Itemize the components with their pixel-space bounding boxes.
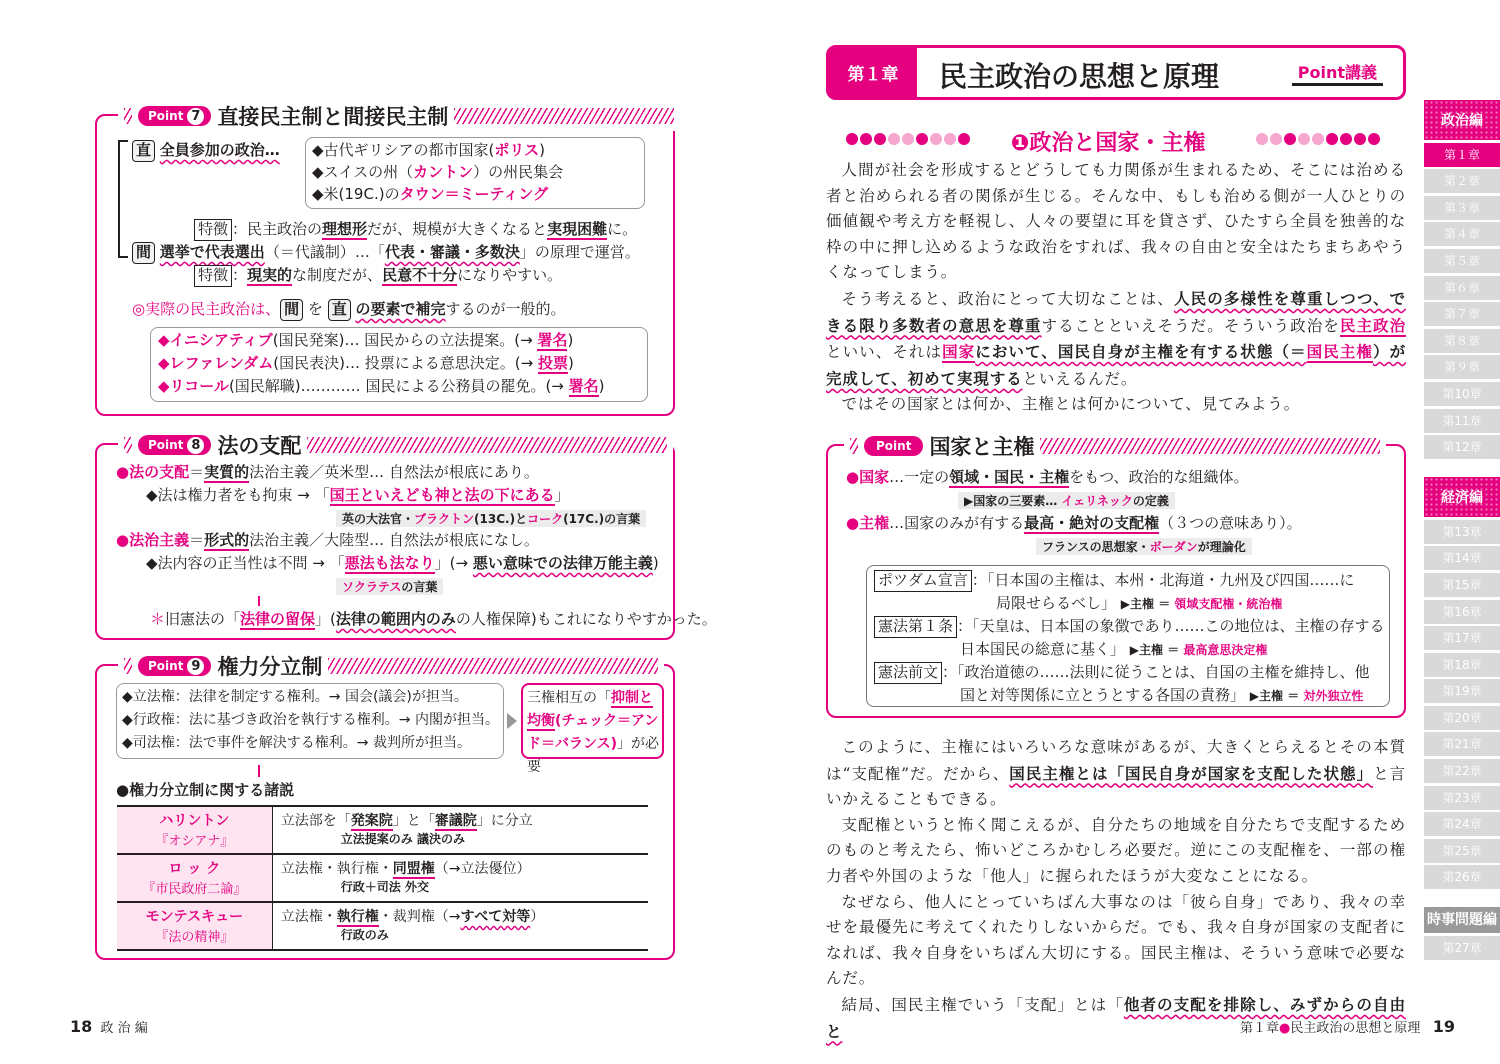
sidebar-item-ch27[interactable]: 第27章	[1424, 936, 1500, 960]
left-folio: 18 政 治 編	[70, 1017, 148, 1036]
point7-title: 直接民主制と間接民主制	[217, 105, 449, 129]
paragraph-4: このように、主権にはいろいろな意味があるが、大きくとらえるとその本質は“支配権”だ。だから、国民主権とは「国民自身が国家を支配した状態」と言いかえることもできる。	[826, 738, 1406, 809]
right-folio: 第１章●民主政治の思想と原理 19	[1240, 1017, 1456, 1036]
body-intro	[826, 158, 1406, 418]
rule-by-law-line: ●法治主義＝形式的法治主義／大陸型… 自然法が根底になし。	[116, 531, 539, 549]
sidebar-section-economics[interactable]: 経済編	[1424, 477, 1500, 517]
quote-preamble-2: 国と対等関係に立とうとする各国の責務」 ▶主権 ＝ 対外独立性	[960, 686, 1364, 704]
indirect-line: 間 選挙で代表選出（＝代議制）…「代表・審議・多数決」の原理で運営。	[132, 242, 640, 264]
sidebar-item-ch26[interactable]: 第26章	[1424, 865, 1500, 889]
direct-example-3: ◆米(19C.)のタウン＝ミーティング	[312, 185, 549, 203]
sidebar-item-ch25[interactable]: 第25章	[1424, 839, 1500, 863]
sidebar-item-ch13[interactable]: 第13章	[1424, 520, 1500, 544]
state-sovereignty-header	[844, 431, 1386, 461]
sidebar-item-ch15[interactable]: 第15章	[1424, 573, 1500, 597]
sidebar-item-ch8[interactable]: 第８章	[1424, 329, 1500, 353]
method-referendum: ◆レファレンダム(国民表決)… 投票による意思決定。(→ 投票)	[158, 354, 574, 372]
sidebar-item-ch17[interactable]: 第17章	[1424, 626, 1500, 650]
sidebar-item-ch19[interactable]: 第19章	[1424, 679, 1500, 703]
kokka-line: ●国家…一定の領域・国民・主権をもつ、政治的な組織体。	[846, 468, 1249, 486]
rule-of-law-detail: ◆法は権力者をも拘束 → 「国王といえども神と法の下にある」	[146, 486, 570, 504]
point8-header	[118, 430, 673, 460]
quote-preamble: 憲法前文 ：「政治道徳の……法則に従うことは、自国の主権を維持し、他	[874, 662, 1370, 684]
power-judicial: ◆司法権：法で事件を解決する権利。→ 裁判所が担当。	[122, 735, 471, 751]
indirect-feature: 特徴 ：現実的な制度だが、民意不十分になりやすい。	[194, 265, 562, 287]
paragraph-5: 支配権というと怖く聞こえるが、自分たちの地域を自分たちで支配するためのものと考えたら、怖いどころかむしろ必要だ。逆にこの支配権を、一部の権力者や外国のような「他人」に握られたほうが大変なことになる。	[826, 815, 1406, 885]
rule-by-law-detail: ◆法内容の正当性は不問 → 「悪法も法なり」(→ 悪い意味での法律万能主義)	[146, 554, 659, 572]
arrow-right-icon	[507, 713, 517, 729]
sidebar-item-ch20[interactable]: 第20章	[1424, 706, 1500, 730]
sidebar-item-ch10[interactable]: 第10章	[1424, 382, 1500, 406]
sidebar-item-ch9[interactable]: 第９章	[1424, 355, 1500, 379]
table-row: ロ ッ ク 『市民政府二論』 立法権・執行権・同盟権（→立法優位） 行政＋司法 外交	[117, 854, 648, 902]
power-executive: ◆行政権：法に基づき政治を執行する権利。→ 内閣が担当。	[122, 712, 499, 728]
point8-badge: Point 8	[138, 435, 211, 455]
sidebar-item-ch2[interactable]: 第２章	[1424, 169, 1500, 193]
sidebar-item-ch18[interactable]: 第18章	[1424, 653, 1500, 677]
direct-label-line: 直 全員参加の政治…	[132, 140, 280, 162]
sidebar-item-ch5[interactable]: 第５章	[1424, 249, 1500, 273]
paragraph-3: ではその国家とは何か、主権とは何かについて、見てみよう。	[841, 395, 1301, 414]
power-legislative: ◆立法権：法律を制定する権利。→ 国会(議会)が担当。	[122, 689, 468, 705]
body-continued	[826, 735, 1406, 1045]
arrow-down-icon	[258, 765, 260, 777]
sidebar-item-ch1[interactable]: 第１章	[1424, 143, 1500, 167]
paragraph-1: 人間が社会を形成するとどうしても力関係が生まれるため、そこには治める者と治められる者の関係が生じる。そんな中、もしも治める側が一人ひとりの価値観や考え方を軽視し、人々の要望に耳を貸さず、ひたすら全員を独善的な枠の中に押し込めるような政治をすれば、我々の自由と安全はたちまちあやうくなってしまう。	[826, 161, 1406, 282]
method-recall: ◆リコール(国民解職)………… 国民による公務員の罷免。(→ 署名)	[158, 377, 605, 395]
old-constitution-line: ＊旧憲法の「法律の留保」(法律の範囲内のみの人権保障)もこれになりやすかった。	[150, 610, 717, 628]
point-box-title: 国家と主権	[929, 435, 1035, 459]
supplement-line: ◎実際の民主政治は、 間 を 直 の要素で補完するのが一般的。	[132, 299, 566, 321]
indirect-mark: 間	[132, 242, 155, 264]
lecture-tag: Point講義	[1292, 60, 1383, 86]
theories-heading: ●権力分立制に関する諸説	[116, 781, 295, 799]
chapter-header	[826, 45, 1406, 100]
sidebar-item-ch3[interactable]: 第３章	[1424, 196, 1500, 220]
direct-mark: 直	[132, 140, 155, 162]
shuken-caption: フランスの思想家・ボーダンが理論化	[1036, 538, 1252, 555]
paragraph-6: なぜなら、他人にとっていちばん大事なのは「彼ら自身」であり、我々の幸せを最優先に考えてくれたりしないからだ。でも、我々自身が国家の支配者になれば、我々自身をいちばん大切にする。国民主権は、そういう意味で必要なんだ。	[826, 892, 1406, 988]
sidebar-item-ch12[interactable]: 第12章	[1424, 435, 1500, 459]
sidebar-section-current-affairs[interactable]: 時事問題編	[1424, 907, 1500, 933]
sidebar-item-ch23[interactable]: 第23章	[1424, 786, 1500, 810]
paragraph-7: 結局、国民主権でいう「支配」とは「他者の支配を排除し、みずからの自由と	[826, 994, 1406, 1041]
sidebar-item-ch22[interactable]: 第22章	[1424, 759, 1500, 783]
rule-of-law-line: ●法の支配＝実質的法治主義／英米型… 自然法が根底にあり。	[116, 463, 539, 481]
direct-feature: 特徴 ：民主政治の理想形だが、規模が大きくなると実現困難に。	[194, 219, 637, 241]
point9-header	[118, 651, 664, 681]
point-badge: Point	[864, 436, 923, 456]
sidebar-item-ch4[interactable]: 第４章	[1424, 222, 1500, 246]
page-number: 19	[1432, 1017, 1456, 1036]
rule-of-law-caption: 英の大法官・ブラクトン(13C.)とコーク(17C.)の言葉	[336, 510, 646, 527]
checks-text: 三権相互の「抑制と均衡(チェック＝アンド＝バランス)」が必要	[527, 690, 659, 775]
quote-potsdam-2: 局限せらるべし」 ▶主権 ＝ 領域支配権・統治権	[996, 594, 1283, 612]
section-dots-right	[1256, 133, 1380, 145]
point9-title: 権力分立制	[217, 655, 323, 679]
sidebar-item-ch14[interactable]: 第14章	[1424, 546, 1500, 570]
sidebar-item-ch6[interactable]: 第６章	[1424, 276, 1500, 300]
quote-article1: 憲法第１条 ：「天皇は、日本国の象徴であり……この地位は、主権の存する	[874, 616, 1385, 638]
method-initiative: ◆イニシアティブ(国民発案)… 国民からの立法提案。(→ 署名)	[158, 331, 574, 349]
chapter-index-sidebar	[1424, 100, 1500, 960]
sidebar-item-ch21[interactable]: 第21章	[1424, 732, 1500, 756]
point9-badge: Point 9	[138, 656, 211, 676]
socrates-caption: ソクラテスの言葉	[336, 578, 443, 595]
table-row: モンテスキュー 『法の精神』 立法権・執行権・裁判権（→すべて対等） 行政のみ	[117, 902, 648, 950]
direct-example-2: ◆スイスの州（カントン）の州民集会	[312, 163, 564, 181]
shuken-line: ●主権…国家のみが有する最高・絶対の支配権（３つの意味あり）。	[846, 514, 1302, 532]
table-row: ハリントン 『オシアナ』 立法部を「発案院」と「審議院」に分立 立法提案のみ 議決のみ	[117, 806, 648, 854]
sidebar-item-ch11[interactable]: 第11章	[1424, 409, 1500, 433]
theories-table	[117, 805, 648, 951]
sidebar-item-ch7[interactable]: 第７章	[1424, 302, 1500, 326]
direct-bracket	[118, 140, 128, 258]
section-heading: ❶政治と国家・主権	[1010, 131, 1206, 156]
arrow-down-icon	[258, 596, 260, 606]
paragraph-2: そう考えると、政治にとって大切なことは、人民の多様性を尊重しつつ、できる限り多数者の意思を尊重することといえそうだ。そういう政治を民主政治といい、それは国家において、国民自身が主権を有する状態（＝国民主権）が完成して、初めて実現するといえるんだ。	[826, 288, 1407, 388]
direct-example-1: ◆古代ギリシアの都市国家(ポリス)	[312, 141, 545, 159]
quote-article1-2: 日本国民の総意に基く」 ▶主権 ＝ 最高意思決定権	[960, 640, 1268, 658]
quote-potsdam: ポツダム宣言 ：「日本国の主権は、本州・北海道・九州及び四国……に	[874, 570, 1354, 592]
point7-badge: Point 7	[138, 106, 211, 126]
sidebar-item-ch24[interactable]: 第24章	[1424, 812, 1500, 836]
chapter-number: 第１章	[829, 48, 917, 97]
page-number: 18	[70, 1017, 93, 1036]
sidebar-item-ch16[interactable]: 第16章	[1424, 600, 1500, 624]
point8-title: 法の支配	[217, 434, 302, 458]
sidebar-section-politics[interactable]: 政治編	[1424, 100, 1500, 140]
point7-header	[118, 101, 680, 131]
kokka-caption: ▶国家の三要素… イェリネックの定義	[958, 492, 1175, 509]
chapter-title: 民主政治の思想と原理	[939, 60, 1220, 93]
